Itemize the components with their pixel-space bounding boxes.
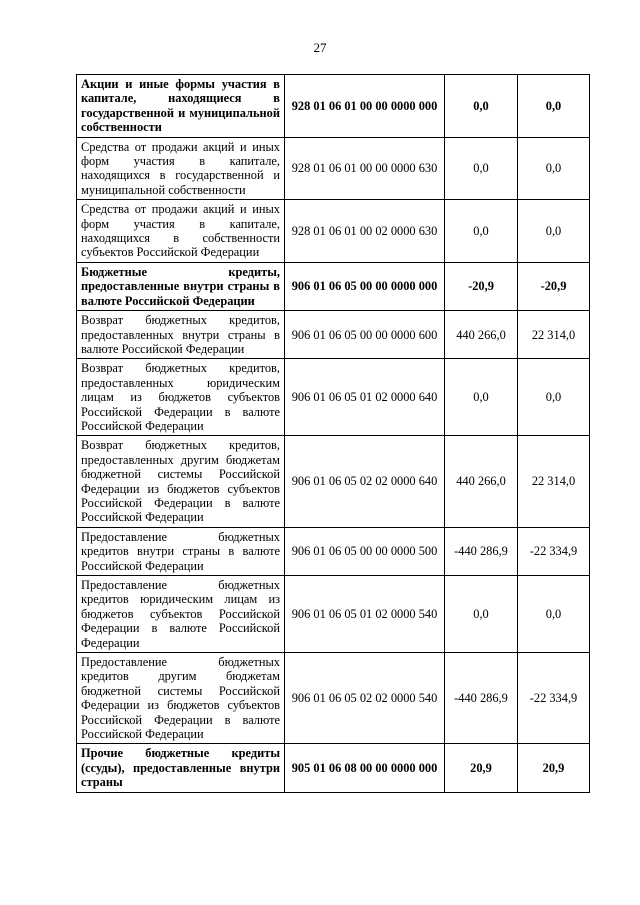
page-number: 27	[313, 40, 327, 55]
row-code-cell: 906 01 06 05 01 02 0000 640	[285, 359, 445, 436]
table-row	[77, 262, 590, 310]
table-row	[77, 653, 590, 744]
row-name-cell: Возврат бюджетных кредитов, предоставленных внутри страны в валюте Российской Федерации	[77, 311, 285, 359]
row-value2-cell: 22 314,0	[518, 311, 590, 359]
row-value1-cell: 20,9	[445, 744, 518, 792]
row-value1-cell: -440 286,9	[445, 653, 518, 744]
row-code-cell: 905 01 06 08 00 00 0000 000	[285, 744, 445, 792]
row-value2-cell: 0,0	[518, 576, 590, 653]
row-name-cell: Акции и иные формы участия в капитале, находящиеся в государственной и муниципальной собственности	[77, 75, 285, 138]
table-row	[77, 744, 590, 792]
row-value1-cell: 440 266,0	[445, 436, 518, 527]
row-name-cell: Предоставление бюджетных кредитов другим бюджетам бюджетной системы Российской Федерации из бюджетов субъектов Российской Федерации в валюте Российской Федерации	[77, 653, 285, 744]
row-name-cell: Предоставление бюджетных кредитов внутри страны в валюте Российской Федерации	[77, 527, 285, 575]
row-code-cell: 928 01 06 01 00 00 0000 000	[285, 75, 445, 138]
table-row	[77, 75, 590, 138]
row-value1-cell: 0,0	[445, 75, 518, 138]
row-value2-cell: -20,9	[518, 262, 590, 310]
row-value1-cell: -20,9	[445, 262, 518, 310]
budget-sources-table	[76, 74, 590, 793]
row-value2-cell: 20,9	[518, 744, 590, 792]
row-value2-cell: 22 314,0	[518, 436, 590, 527]
row-code-cell: 906 01 06 05 01 02 0000 540	[285, 576, 445, 653]
row-value2-cell: 0,0	[518, 359, 590, 436]
row-code-cell: 906 01 06 05 02 02 0000 540	[285, 653, 445, 744]
row-name-cell: Возврат бюджетных кредитов, предоставленных юридическим лицам из бюджетов субъектов Российской Федерации в валюте Российской Федерации	[77, 359, 285, 436]
row-code-cell: 906 01 06 05 00 00 0000 500	[285, 527, 445, 575]
row-value1-cell: 0,0	[445, 137, 518, 200]
row-code-cell: 928 01 06 01 00 00 0000 630	[285, 137, 445, 200]
row-name-cell: Предоставление бюджетных кредитов юридическим лицам из бюджетов субъектов Российской Федерации в валюте Российской Федерации	[77, 576, 285, 653]
row-code-cell: 906 01 06 05 02 02 0000 640	[285, 436, 445, 527]
row-value2-cell: 0,0	[518, 200, 590, 263]
table-row	[77, 359, 590, 436]
row-value2-cell: 0,0	[518, 75, 590, 138]
row-name-cell: Бюджетные кредиты, предоставленные внутри страны в валюте Российской Федерации	[77, 262, 285, 310]
row-name-cell: Прочие бюджетные кредиты (ссуды), предоставленные внутри страны	[77, 744, 285, 792]
row-value1-cell: 0,0	[445, 576, 518, 653]
table-body	[77, 75, 590, 793]
row-name-cell: Средства от продажи акций и иных форм участия в капитале, находящихся в собственности субъектов Российской Федерации	[77, 200, 285, 263]
row-code-cell: 906 01 06 05 00 00 0000 000	[285, 262, 445, 310]
row-code-cell: 928 01 06 01 00 02 0000 630	[285, 200, 445, 263]
table-row	[77, 527, 590, 575]
table-row	[77, 576, 590, 653]
table-row	[77, 311, 590, 359]
row-name-cell: Возврат бюджетных кредитов, предоставленных другим бюджетам бюджетной системы Российской Федерации из бюджетов субъектов Российской Федерации в валюте Российской Федерации	[77, 436, 285, 527]
row-value1-cell: 0,0	[445, 359, 518, 436]
table-row	[77, 137, 590, 200]
row-value2-cell: 0,0	[518, 137, 590, 200]
row-name-cell: Средства от продажи акций и иных форм участия в капитале, находящихся в государственной и муниципальной собственности	[77, 137, 285, 200]
row-value1-cell: 0,0	[445, 200, 518, 263]
row-value1-cell: -440 286,9	[445, 527, 518, 575]
table-row	[77, 200, 590, 263]
row-value2-cell: -22 334,9	[518, 527, 590, 575]
row-code-cell: 906 01 06 05 00 00 0000 600	[285, 311, 445, 359]
row-value2-cell: -22 334,9	[518, 653, 590, 744]
table-row	[77, 436, 590, 527]
row-value1-cell: 440 266,0	[445, 311, 518, 359]
